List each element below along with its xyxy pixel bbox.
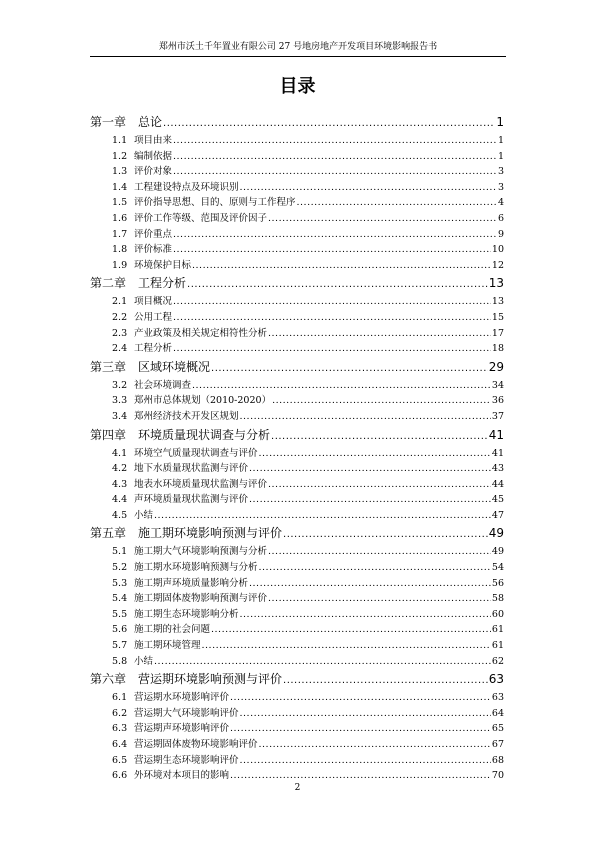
toc-entry-label: [112, 544, 267, 560]
toc-chapter-entry[interactable]: [90, 273, 504, 294]
toc-entry-label: [112, 706, 239, 722]
toc-page-number: 47: [491, 509, 504, 521]
toc-dot-leader: [240, 409, 491, 425]
toc-section-entry[interactable]: [90, 654, 504, 670]
toc-entry-label: [112, 164, 172, 180]
toc-entry-number: 1.9: [112, 259, 128, 271]
toc-dot-leader: [259, 737, 491, 753]
toc-dot-leader: [268, 326, 491, 342]
toc-page-number: 15: [491, 311, 504, 323]
toc-entry-title: 施工期的社会问题: [134, 624, 211, 636]
toc-entry-number: 4.1: [112, 447, 128, 459]
toc-entry-number: 2.4: [112, 343, 128, 355]
toc-section-entry[interactable]: [90, 477, 504, 493]
toc-entry-number: 6.3: [112, 723, 128, 735]
toc-entry-number: 5.2: [112, 562, 128, 574]
toc-entry-label: [112, 654, 153, 670]
toc-entry-label: [112, 180, 239, 196]
toc-chapter-entry[interactable]: [90, 669, 504, 690]
toc-entry-title: 地下水质量现状监测与评价: [134, 463, 249, 475]
toc-entry-number: 1.7: [112, 228, 128, 240]
toc-entry-title: 区域环境概况: [138, 359, 211, 374]
toc-page-number: 36: [491, 395, 504, 407]
toc-dot-leader: [187, 274, 488, 295]
toc-entry-label: [112, 768, 229, 784]
toc-entry-title: 声环境质量现状监测与评价: [134, 494, 249, 506]
toc-page-number: 63: [488, 672, 504, 687]
toc-section-entry[interactable]: [90, 393, 504, 409]
toc-page-number: 29: [488, 359, 504, 374]
toc-section-entry[interactable]: [90, 461, 504, 477]
toc-page-number: 41: [488, 427, 504, 442]
toc-entry-label: [112, 446, 258, 462]
running-header: 郑州市沃土千年置业有限公司 27 号地房地产开发项目环境影响报告书: [90, 40, 506, 57]
toc-entry-number: 第五章: [90, 526, 127, 541]
toc-entry-number: 6.1: [112, 692, 128, 704]
toc-entry-label: [112, 721, 229, 737]
toc-page-number: 61: [491, 640, 504, 652]
toc-section-entry[interactable]: [90, 341, 504, 357]
toc-page-number: 58: [491, 593, 504, 605]
toc-entry-title: 评价工作等级、范围及评价因子: [134, 212, 268, 224]
toc-entry-number: 6.2: [112, 707, 128, 719]
toc-dot-leader: [240, 607, 491, 623]
toc-dot-leader: [173, 294, 491, 310]
toc-entry-number: 第一章: [90, 115, 127, 129]
toc-entry-number: 1.5: [112, 197, 128, 209]
toc-dot-leader: [173, 164, 497, 180]
toc-page-number: 1: [497, 150, 504, 162]
toc-page-number: 41: [491, 447, 504, 459]
toc-entry-title: 编制依据: [134, 150, 173, 162]
toc-page-number: 9: [497, 228, 504, 240]
toc-entry-label: [112, 477, 267, 493]
page-title: 目录: [279, 76, 316, 97]
toc-dot-leader: [240, 180, 497, 196]
toc-entry-title: 小结: [134, 509, 154, 521]
toc-section-entry[interactable]: [90, 149, 504, 165]
toc-page-number: 34: [491, 379, 504, 391]
toc-entry-number: 5.8: [112, 655, 128, 667]
toc-entry-label: [112, 258, 191, 274]
toc-entry-number: 3.2: [112, 379, 128, 391]
toc-entry-number: 2.2: [112, 311, 128, 323]
toc-entry-label: [112, 326, 267, 342]
toc-entry-title: 环境空气质量现状调查与评价: [134, 447, 258, 459]
toc-chapter-entry[interactable]: [90, 425, 504, 446]
toc-section-entry[interactable]: [90, 706, 504, 722]
toc-entry-label: [112, 492, 248, 508]
toc-page-number: 12: [491, 259, 504, 271]
toc-entry-title: 总论: [138, 115, 163, 129]
toc-entry-title: 营运期水环境影响评价: [134, 692, 230, 704]
toc-entry-title: 地表水环境质量现状监测与评价: [134, 478, 268, 490]
toc-entry-label: [112, 227, 172, 243]
toc-entry-number: 5.5: [112, 608, 128, 620]
toc-entry-label: [112, 508, 153, 524]
toc-entry-title: 施工期声环境质量影响分析: [134, 577, 249, 589]
toc-page-number: 6: [497, 212, 504, 224]
toc-section-entry[interactable]: [90, 294, 504, 310]
toc-entry-title: 郑州市总体规划（2010-2020）: [134, 395, 272, 407]
toc-dot-leader: [268, 544, 491, 560]
toc-entry-title: 营运期大气环境影响评价: [134, 707, 239, 719]
toc-entry-number: 6.4: [112, 739, 128, 750]
toc-dot-leader: [240, 753, 491, 769]
toc-entry-number: 6.6: [112, 770, 128, 782]
toc-entry-title: 环境质量现状调查与分析: [138, 427, 271, 442]
toc-entry-label: [112, 461, 248, 477]
toc-section-entry[interactable]: [90, 508, 504, 524]
toc-entry-title: 项目由来: [134, 135, 173, 146]
toc-page-number: 1: [496, 115, 504, 129]
toc-dot-leader: [268, 477, 491, 493]
toc-section-entry[interactable]: [90, 690, 504, 706]
toc-dot-leader: [211, 622, 491, 638]
toc-entry-number: 4.3: [112, 478, 128, 490]
toc-section-entry[interactable]: [90, 737, 504, 753]
toc-section-entry[interactable]: [90, 133, 504, 149]
toc-dot-leader: [259, 560, 491, 576]
toc-dot-leader: [283, 524, 488, 545]
toc-entry-label: [112, 393, 271, 409]
toc-entry-title: 施工期大气环境影响预测与分析: [134, 546, 268, 558]
toc-page-number: 70: [491, 770, 504, 782]
toc-section-entry[interactable]: [90, 560, 504, 576]
toc-entry-title: 评价指导思想、目的、原则与工作程序: [134, 197, 296, 209]
toc-entry-label: [112, 133, 172, 149]
toc-section-entry[interactable]: [90, 195, 504, 211]
toc-page-number: 1: [497, 135, 504, 146]
toc-page-number: 13: [491, 296, 504, 308]
toc-page-number: 65: [491, 723, 504, 735]
toc-dot-leader: [173, 310, 491, 326]
toc-section-entry[interactable]: [90, 576, 504, 592]
toc-dot-leader: [259, 446, 491, 462]
toc-entry-label: [112, 310, 172, 326]
toc-page-number: 3: [497, 181, 504, 193]
toc-entry-number: 第二章: [90, 276, 127, 291]
toc-chapter-entry[interactable]: [90, 112, 504, 133]
toc-dot-leader: [154, 654, 491, 670]
toc-entry-number: 5.3: [112, 577, 128, 589]
toc-dot-leader: [173, 149, 497, 165]
toc-entry-number: 2.3: [112, 327, 128, 339]
toc-page-number: 64: [491, 707, 504, 719]
toc-section-entry[interactable]: [90, 721, 504, 737]
toc-entry-title: 社会环境调查: [134, 379, 192, 391]
toc-entry-title: 评价重点: [134, 228, 173, 240]
toc-entry-number: 5.6: [112, 624, 128, 636]
toc-section-entry[interactable]: [90, 258, 504, 274]
toc-entry-title: 郑州经济技术开发区规划: [134, 410, 239, 422]
toc-chapter-entry[interactable]: [90, 523, 504, 544]
toc-entry-number: 1.8: [112, 244, 128, 256]
toc-entry-label: [112, 576, 248, 592]
toc-entry-number: 3.4: [112, 410, 128, 422]
toc-page-number: 13: [488, 276, 504, 291]
toc-dot-leader: [163, 113, 495, 134]
toc-dot-leader: [271, 426, 488, 447]
toc-page-number: 37: [491, 410, 504, 422]
toc-entry-title: 营运期生态环境影响评价: [134, 754, 239, 766]
toc-section-entry[interactable]: [90, 492, 504, 508]
toc-dot-leader: [268, 591, 491, 607]
toc-entry-label: [112, 690, 229, 706]
table-of-contents: [90, 112, 504, 784]
toc-section-entry[interactable]: [90, 326, 504, 342]
toc-entry-title: 小结: [134, 655, 154, 667]
toc-section-entry[interactable]: [90, 591, 504, 607]
toc-dot-leader: [211, 358, 488, 379]
toc-dot-leader: [173, 341, 491, 357]
toc-entry-label: [112, 341, 172, 357]
toc-entry-label: [112, 638, 201, 654]
toc-entry-label: [112, 737, 258, 753]
toc-entry-number: 1.6: [112, 212, 128, 224]
toc-entry-number: 4.5: [112, 509, 128, 521]
toc-entry-title: 工程建设特点及环境识别: [134, 181, 239, 193]
toc-entry-label: [112, 378, 191, 394]
toc-dot-leader: [283, 670, 488, 691]
toc-entry-label: [112, 591, 267, 607]
toc-entry-number: 1.3: [112, 166, 128, 178]
toc-entry-label: [112, 211, 267, 227]
toc-section-entry[interactable]: [90, 409, 504, 425]
toc-entry-label: [90, 425, 270, 446]
toc-entry-title: 施工期生态环境影响分析: [134, 608, 239, 620]
toc-section-entry[interactable]: [90, 211, 504, 227]
toc-entry-title: 评价对象: [134, 166, 173, 178]
toc-entry-number: 1.1: [112, 135, 128, 146]
toc-section-entry[interactable]: [90, 227, 504, 243]
toc-chapter-entry[interactable]: [90, 357, 504, 378]
toc-page-number: 68: [491, 754, 504, 766]
toc-entry-title: 项目概况: [134, 296, 173, 308]
toc-entry-number: 3.3: [112, 395, 128, 407]
toc-entry-number: 1.4: [112, 181, 128, 193]
toc-page-number: 10: [491, 244, 504, 256]
toc-dot-leader: [202, 638, 491, 654]
toc-dot-leader: [173, 133, 497, 149]
toc-entry-title: 产业政策及相关规定相符性分析: [134, 327, 268, 339]
toc-entry-number: 第三章: [90, 359, 127, 374]
toc-entry-label: [112, 753, 239, 769]
toc-entry-label: [112, 294, 172, 310]
toc-entry-label: [90, 523, 282, 544]
toc-entry-label: [90, 273, 186, 294]
toc-section-entry[interactable]: [90, 378, 504, 394]
toc-entry-label: [112, 622, 210, 638]
toc-dot-leader: [192, 258, 491, 274]
toc-entry-title: 公用工程: [134, 311, 173, 323]
toc-entry-title: 营运期固体废物环境影响评价: [134, 739, 258, 750]
toc-entry-label: [90, 669, 282, 690]
toc-entry-number: 第四章: [90, 427, 127, 442]
toc-page-number: 18: [491, 343, 504, 355]
toc-entry-title: 施工期环境影响预测与评价: [138, 526, 283, 541]
toc-page-number: 44: [491, 478, 504, 490]
toc-page-number: 67: [491, 739, 504, 750]
toc-section-entry[interactable]: [90, 622, 504, 638]
toc-dot-leader: [240, 706, 491, 722]
toc-entry-number: 1.2: [112, 150, 128, 162]
toc-page-number: 49: [491, 546, 504, 558]
toc-entry-number: 5.1: [112, 546, 128, 558]
toc-section-entry[interactable]: [90, 768, 504, 784]
toc-dot-leader: [154, 508, 491, 524]
toc-entry-title: 营运期环境影响预测与评价: [138, 672, 283, 687]
toc-dot-leader: [249, 461, 491, 477]
toc-entry-title: 施工期水环境影响预测与分析: [134, 562, 258, 574]
toc-entry-number: 2.1: [112, 296, 128, 308]
toc-page-number: 3: [497, 166, 504, 178]
toc-page-number: 43: [491, 463, 504, 475]
toc-page-number: 54: [491, 562, 504, 574]
toc-section-entry[interactable]: [90, 607, 504, 623]
toc-entry-number: 5.4: [112, 593, 128, 605]
toc-entry-number: 4.4: [112, 494, 128, 506]
toc-page-number: 62: [491, 655, 504, 667]
toc-entry-label: [90, 112, 162, 133]
toc-entry-title: 外环境对本项目的影响: [134, 770, 230, 782]
toc-dot-leader: [249, 492, 491, 508]
toc-entry-number: 4.2: [112, 463, 128, 475]
toc-entry-number: 6.5: [112, 754, 128, 766]
toc-dot-leader: [192, 378, 491, 394]
toc-dot-leader: [268, 211, 497, 227]
toc-entry-title: 施工期固体废物影响预测与评价: [134, 593, 268, 605]
toc-entry-number: 5.7: [112, 640, 128, 652]
toc-dot-leader: [297, 195, 497, 211]
toc-section-entry[interactable]: [90, 544, 504, 560]
toc-page-number: 4: [497, 197, 504, 209]
toc-page-number: 63: [491, 692, 504, 704]
toc-dot-leader: [173, 242, 491, 258]
toc-dot-leader: [230, 690, 491, 706]
toc-page-number: 60: [491, 608, 504, 620]
toc-section-entry[interactable]: [90, 310, 504, 326]
toc-entry-label: [112, 149, 172, 165]
toc-entry-label: [112, 607, 239, 623]
toc-entry-title: 评价标准: [134, 244, 173, 256]
toc-entry-title: 环境保护目标: [134, 259, 192, 271]
toc-section-entry[interactable]: [90, 242, 504, 258]
toc-entry-label: [112, 195, 296, 211]
page-number: 2: [294, 783, 301, 793]
toc-entry-label: [112, 242, 172, 258]
toc-entry-number: 第六章: [90, 672, 127, 687]
toc-section-entry[interactable]: [90, 180, 504, 196]
toc-dot-leader: [230, 721, 491, 737]
toc-entry-title: 营运期声环境影响评价: [134, 723, 230, 735]
toc-dot-leader: [173, 227, 497, 243]
toc-page-number: 49: [488, 526, 504, 541]
toc-dot-leader: [272, 393, 491, 409]
toc-entry-label: [90, 357, 210, 378]
toc-dot-leader: [249, 576, 491, 592]
toc-section-entry[interactable]: [90, 446, 504, 462]
toc-dot-leader: [230, 768, 491, 784]
toc-entry-label: [112, 409, 239, 425]
toc-entry-title: 工程分析: [138, 276, 187, 291]
toc-page-number: 17: [491, 327, 504, 339]
toc-page-number: 56: [491, 577, 504, 589]
toc-page-number: 45: [491, 494, 504, 506]
toc-section-entry[interactable]: [90, 638, 504, 654]
toc-entry-label: [112, 560, 258, 576]
toc-section-entry[interactable]: [90, 164, 504, 180]
toc-entry-title: 施工期环境管理: [134, 640, 201, 652]
toc-section-entry[interactable]: [90, 753, 504, 769]
toc-page-number: 61: [491, 624, 504, 636]
toc-entry-title: 工程分析: [134, 343, 173, 355]
